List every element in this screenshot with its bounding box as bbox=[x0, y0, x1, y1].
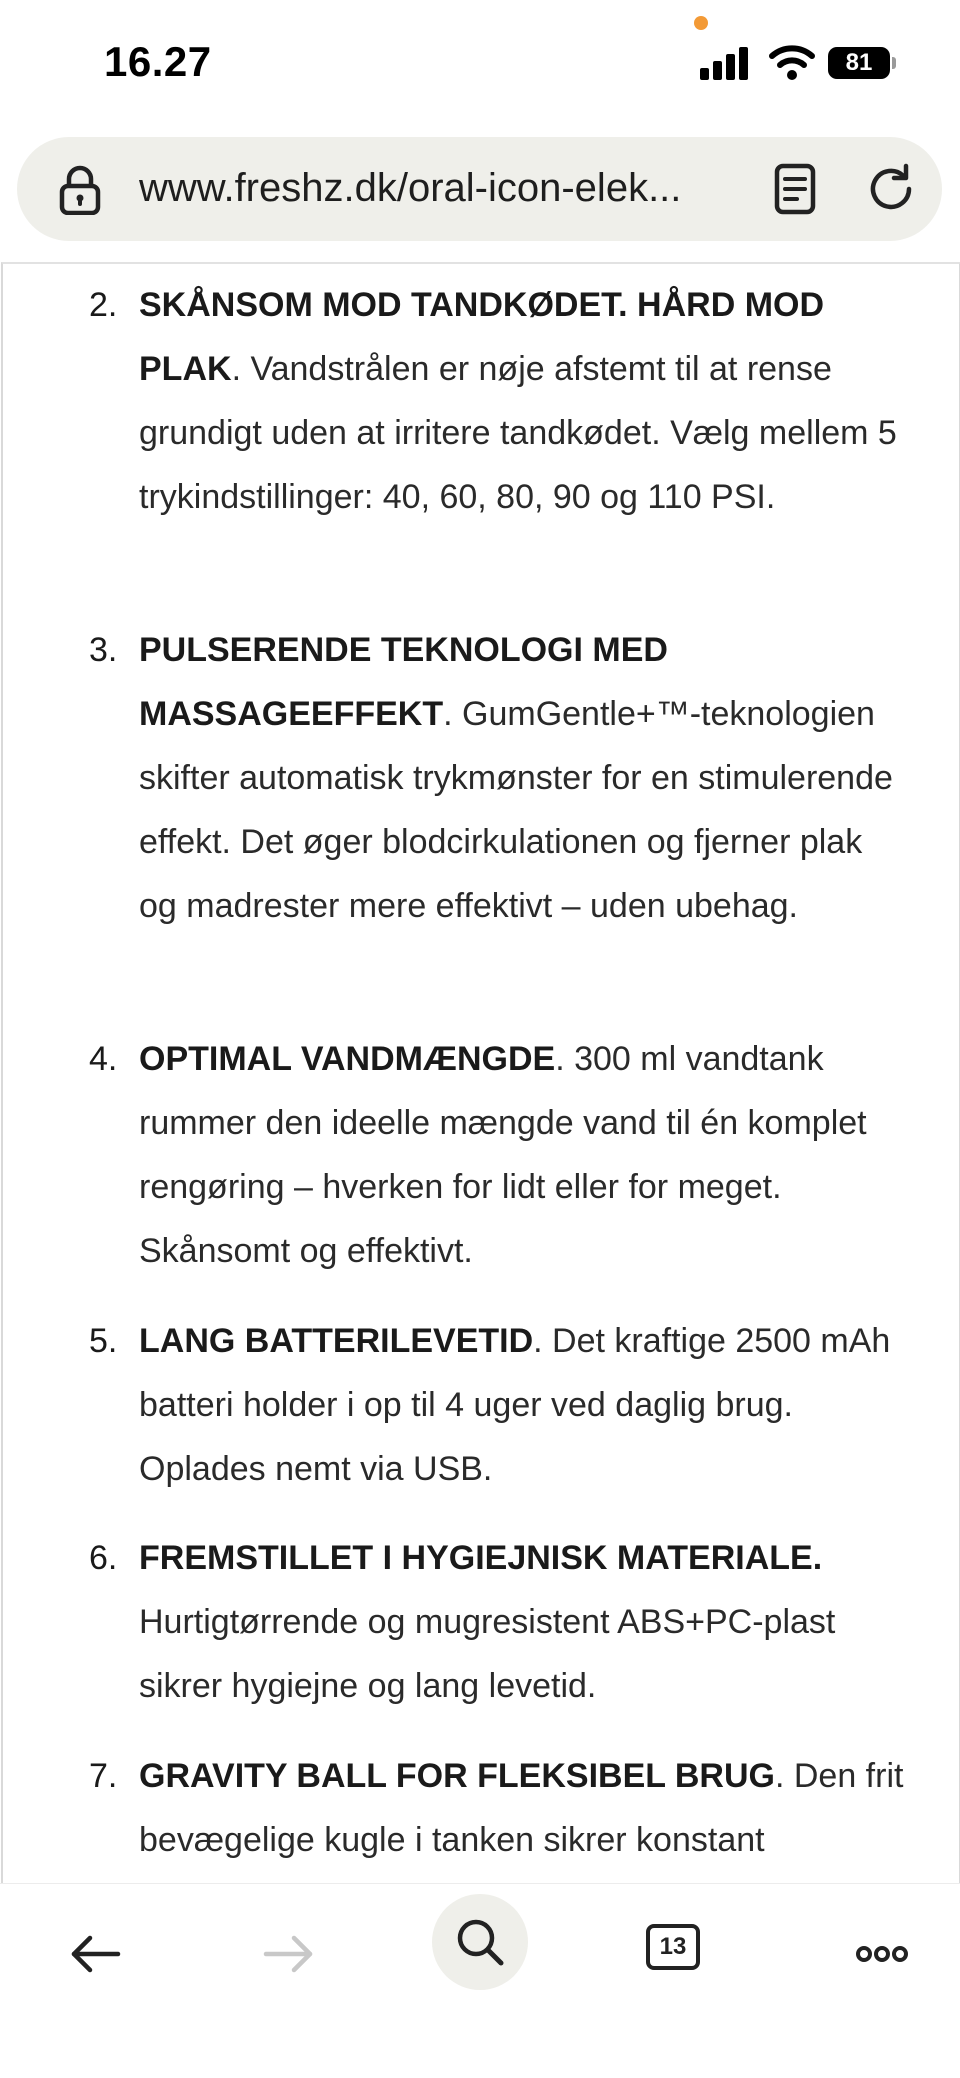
item-title: LANG BATTERILEVETID bbox=[139, 1322, 534, 1360]
item-title: PULSERENDE TEKNOLOGI MED MASSAGEEFFEKT bbox=[139, 631, 668, 733]
reload-icon[interactable] bbox=[865, 163, 917, 215]
cellular-signal-icon bbox=[700, 46, 752, 80]
item-text: . Vandstrålen er nøje afstemt til at rense grundigt uden at irritere tandkødet. Vælg mellem 5 trykindstillinger: 40, 60, 80, 90 og 110 PSI. bbox=[139, 350, 897, 516]
search-button[interactable] bbox=[432, 1894, 528, 1990]
item-number: 6. bbox=[89, 1539, 118, 1577]
item-body bbox=[139, 1027, 909, 1283]
arrow-right-icon bbox=[262, 1934, 314, 1974]
item-title: GRAVITY BALL FOR FLEKSIBEL BRUG bbox=[139, 1757, 775, 1795]
battery-icon bbox=[828, 47, 896, 79]
more-dots-icon bbox=[856, 1944, 908, 1964]
item-number: 7. bbox=[89, 1757, 118, 1795]
arrow-left-icon bbox=[70, 1934, 122, 1974]
back-button[interactable] bbox=[48, 1906, 144, 2002]
search-icon bbox=[454, 1916, 506, 1968]
status-time: 16.27 bbox=[104, 38, 212, 85]
forward-button[interactable] bbox=[240, 1906, 336, 2002]
wifi-icon bbox=[768, 42, 816, 82]
item-body bbox=[139, 273, 909, 529]
reader-mode-icon[interactable] bbox=[773, 163, 817, 215]
item-title: FREMSTILLET I HYGIEJNISK MATERIALE. bbox=[139, 1539, 823, 1577]
item-body bbox=[139, 618, 909, 938]
item-number: 2. bbox=[89, 286, 118, 324]
item-text: . 300 ml vandtank rummer den ideelle mængde vand til én komplet rengøring – hverken for lidt eller for meget. Skånsomt og effektivt. bbox=[139, 1040, 867, 1270]
status-bar bbox=[0, 0, 960, 130]
item-text: Hurtigtørrende og mugresistent ABS+PC-plast sikrer hygiejne og lang levetid. bbox=[139, 1603, 836, 1705]
item-text: . Det kraftige 2500 mAh batteri holder i op til 4 uger ved daglig brug. Oplades nemt via USB. bbox=[139, 1322, 891, 1488]
item-body bbox=[139, 1526, 909, 1718]
lock-icon[interactable] bbox=[57, 165, 103, 215]
item-number: 5. bbox=[89, 1322, 118, 1360]
item-text: . GumGentle+™-teknologien skifter automatisk trykmønster for en stimulerende effekt. Det øger blodcirkulationen og fjerner plak og madrester mere effektivt – uden ubehag. bbox=[139, 695, 893, 925]
item-body bbox=[139, 1744, 909, 1872]
item-text: . Den frit bevægelige kugle i tanken sikrer konstant bbox=[139, 1757, 904, 1859]
privacy-indicator-dot bbox=[694, 16, 708, 30]
item-title: OPTIMAL VANDMÆNGDE bbox=[139, 1040, 556, 1078]
bottom-toolbar bbox=[0, 1883, 960, 2078]
page-content bbox=[1, 262, 960, 1884]
item-number: 3. bbox=[89, 631, 118, 669]
tabs-button[interactable]: 13 bbox=[646, 1924, 700, 1970]
item-title: SKÅNSOM MOD TANDKØDET. HÅRD MOD PLAK bbox=[139, 286, 825, 388]
battery-level: 81 bbox=[828, 47, 890, 79]
more-menu-button[interactable] bbox=[834, 1906, 930, 2002]
item-body bbox=[139, 1309, 909, 1501]
url-text[interactable]: www.freshz.dk/oral-icon-elek... bbox=[139, 166, 682, 210]
address-bar[interactable] bbox=[17, 137, 942, 241]
item-number: 4. bbox=[89, 1040, 118, 1078]
